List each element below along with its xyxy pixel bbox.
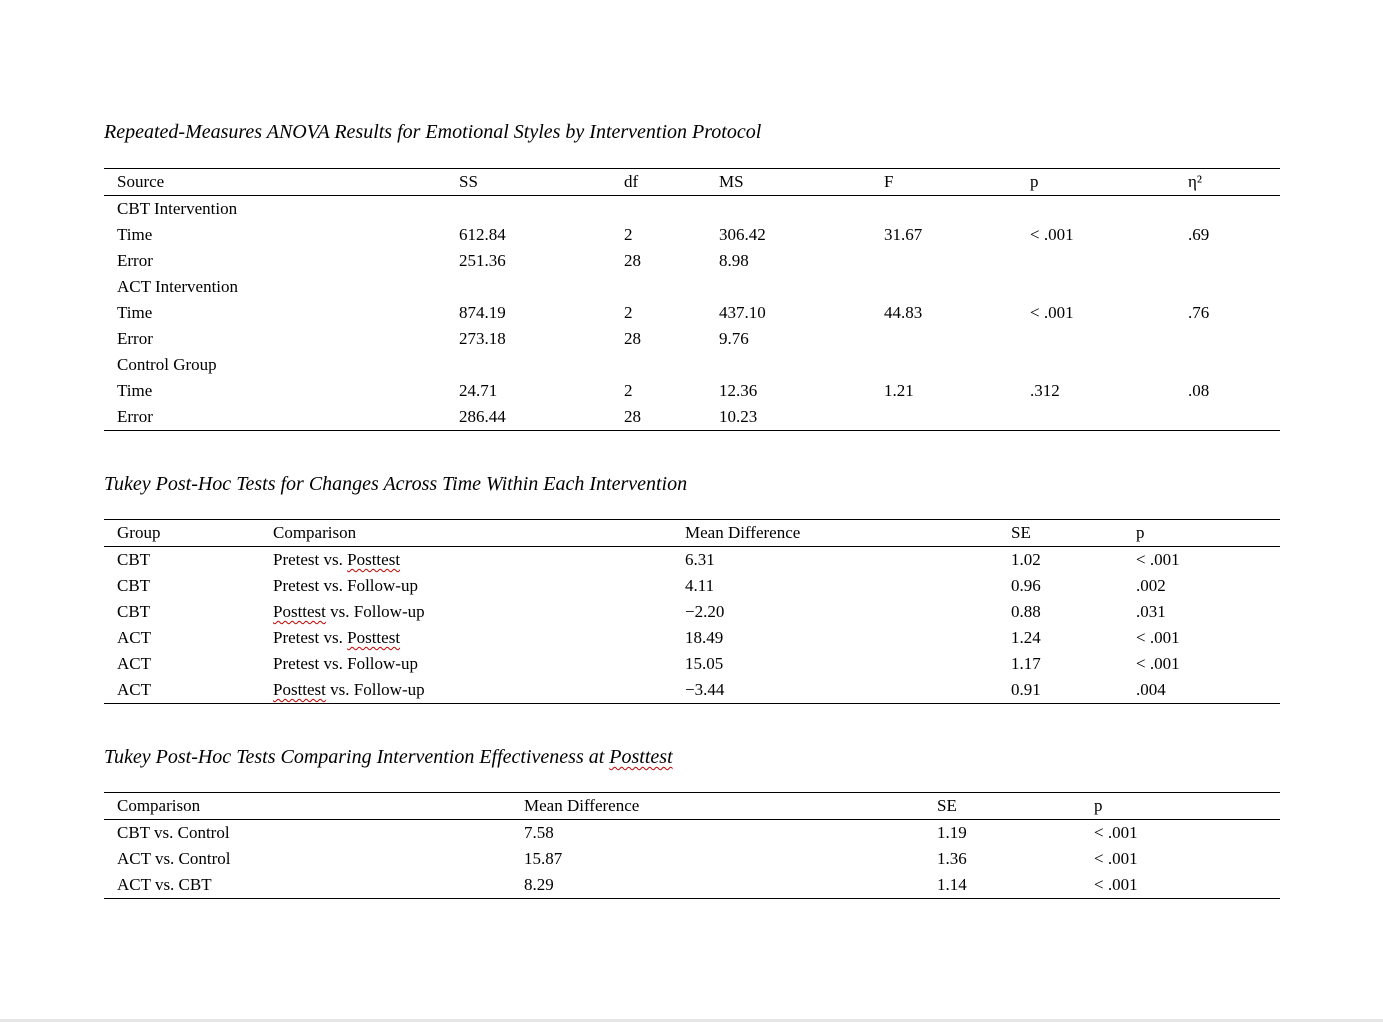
- cell-p: < .001: [1030, 225, 1074, 244]
- table-header-row: [104, 169, 1280, 196]
- cell-comparison: Pretest vs. Posttest: [273, 628, 401, 647]
- cell-f: 44.83: [884, 303, 923, 322]
- cell-se: 1.24: [1011, 628, 1041, 647]
- cell-se: 0.96: [1011, 576, 1041, 595]
- table-row: [104, 547, 1280, 573]
- cell-p: .312: [1030, 381, 1060, 400]
- cell-mean-difference: 7.58: [524, 823, 554, 842]
- cell-eta-squared: .08: [1188, 381, 1210, 400]
- cell-ss: 612.84: [459, 225, 506, 244]
- table-row: [104, 222, 1280, 248]
- cell-group: ACT: [117, 680, 151, 699]
- cell-se: 1.19: [937, 823, 967, 842]
- tukey-within-table: [104, 519, 1280, 704]
- cell-df: 2: [624, 381, 633, 400]
- cell-p: < .001: [1094, 849, 1138, 868]
- cell-comparison: Pretest vs. Follow-up: [273, 576, 418, 595]
- table3-caption-last-word: Posttest: [609, 746, 673, 768]
- cell-p: < .001: [1030, 303, 1074, 322]
- header-eta-squared: η²: [1188, 172, 1202, 191]
- table-row: [104, 196, 1280, 222]
- cell-se: 1.02: [1011, 550, 1041, 569]
- cell-group: CBT: [117, 602, 151, 621]
- table-row: [104, 820, 1280, 846]
- cell-source: CBT Intervention: [117, 199, 238, 218]
- tukey-between-table: [104, 792, 1280, 899]
- cell-p: < .001: [1136, 550, 1180, 569]
- cell-ss: 874.19: [459, 303, 506, 322]
- cell-df: 2: [624, 225, 633, 244]
- table-header-row: [104, 520, 1280, 547]
- table-row: [104, 352, 1280, 378]
- cell-group: CBT: [117, 576, 151, 595]
- anova-table: [104, 168, 1280, 431]
- cell-source: ACT Intervention: [117, 277, 239, 296]
- header-p: p: [1030, 172, 1039, 191]
- cell-df: 2: [624, 303, 633, 322]
- cell-comparison: Posttest vs. Follow-up: [273, 602, 425, 621]
- cell-se: 1.14: [937, 875, 967, 894]
- cell-se: 0.91: [1011, 680, 1041, 699]
- cell-p: .004: [1136, 680, 1166, 699]
- cell-p: .002: [1136, 576, 1166, 595]
- header-ss: SS: [459, 172, 478, 191]
- cell-comparison: CBT vs. Control: [117, 823, 230, 842]
- cell-f: 1.21: [884, 381, 914, 400]
- header-mean-difference: Mean Difference: [524, 796, 640, 815]
- cell-group: ACT: [117, 654, 151, 673]
- cell-source: Error: [117, 251, 153, 270]
- header-comparison: Comparison: [273, 523, 357, 542]
- cell-ss: 273.18: [459, 329, 506, 348]
- cell-p: < .001: [1094, 875, 1138, 894]
- table-row: [104, 677, 1280, 703]
- cell-comparison: ACT vs. CBT: [117, 875, 212, 894]
- header-f: F: [884, 172, 894, 191]
- table-row: [104, 651, 1280, 677]
- cell-p: < .001: [1094, 823, 1138, 842]
- table-row: [104, 872, 1280, 898]
- table2-caption: Tukey Post-Hoc Tests for Changes Across Time Within Each Intervention: [104, 473, 688, 495]
- cell-mean-difference: 8.29: [524, 875, 554, 894]
- header-group: Group: [117, 523, 161, 542]
- table1-caption: Repeated-Measures ANOVA Results for Emotional Styles by Intervention Protocol: [104, 121, 762, 143]
- table-row: [104, 274, 1280, 300]
- cell-source: Error: [117, 407, 153, 426]
- header-se: SE: [1011, 523, 1031, 542]
- table3-caption-text: Tukey Post-Hoc Tests Comparing Intervention Effectiveness at: [104, 746, 610, 768]
- table-row: [104, 625, 1280, 651]
- cell-ms: 9.76: [719, 329, 749, 348]
- cell-comparison: ACT vs. Control: [117, 849, 231, 868]
- cell-mean-difference: −2.20: [685, 602, 725, 621]
- cell-ms: 8.98: [719, 251, 749, 270]
- cell-mean-difference: 15.05: [685, 654, 724, 673]
- header-p: p: [1136, 523, 1145, 542]
- cell-eta-squared: .69: [1188, 225, 1210, 244]
- cell-source: Time: [117, 303, 153, 322]
- cell-group: ACT: [117, 628, 151, 647]
- cell-ms: 437.10: [719, 303, 766, 322]
- header-comparison: Comparison: [117, 796, 201, 815]
- cell-comparison: Pretest vs. Follow-up: [273, 654, 418, 673]
- cell-df: 28: [624, 329, 641, 348]
- cell-ss: 24.71: [459, 381, 498, 400]
- header-p: p: [1094, 796, 1103, 815]
- cell-ss: 286.44: [459, 407, 506, 426]
- cell-source: Time: [117, 381, 153, 400]
- table3-caption: [104, 745, 673, 769]
- table-row: [104, 599, 1280, 625]
- header-source: Source: [117, 172, 165, 191]
- cell-mean-difference: 18.49: [685, 628, 724, 647]
- cell-source: Time: [117, 225, 153, 244]
- table-row: [104, 846, 1280, 872]
- cell-df: 28: [624, 407, 641, 426]
- header-mean-difference: Mean Difference: [685, 523, 801, 542]
- header-ms: MS: [719, 172, 744, 191]
- cell-df: 28: [624, 251, 641, 270]
- cell-eta-squared: .76: [1188, 303, 1210, 322]
- table-row: [104, 326, 1280, 352]
- table-row: [104, 300, 1280, 326]
- table-row: [104, 404, 1280, 430]
- header-df: df: [624, 172, 639, 191]
- cell-source: Error: [117, 329, 153, 348]
- cell-ms: 306.42: [719, 225, 766, 244]
- cell-comparison: Posttest vs. Follow-up: [273, 680, 425, 699]
- cell-se: 1.36: [937, 849, 967, 868]
- table-row: [104, 248, 1280, 274]
- cell-mean-difference: 4.11: [685, 576, 715, 595]
- cell-comparison: Pretest vs. Posttest: [273, 550, 401, 569]
- cell-p: .031: [1136, 602, 1166, 621]
- cell-ms: 10.23: [719, 407, 758, 426]
- cell-mean-difference: 6.31: [685, 550, 715, 569]
- cell-source: Control Group: [117, 355, 217, 374]
- table-row: [104, 573, 1280, 599]
- table-row: [104, 378, 1280, 404]
- cell-ms: 12.36: [719, 381, 758, 400]
- cell-mean-difference: 15.87: [524, 849, 563, 868]
- cell-mean-difference: −3.44: [685, 680, 725, 699]
- table-header-row: [104, 793, 1280, 820]
- cell-ss: 251.36: [459, 251, 506, 270]
- cell-p: < .001: [1136, 628, 1180, 647]
- cell-se: 1.17: [1011, 654, 1041, 673]
- cell-se: 0.88: [1011, 602, 1041, 621]
- cell-f: 31.67: [884, 225, 923, 244]
- cell-p: < .001: [1136, 654, 1180, 673]
- header-se: SE: [937, 796, 957, 815]
- cell-group: CBT: [117, 550, 151, 569]
